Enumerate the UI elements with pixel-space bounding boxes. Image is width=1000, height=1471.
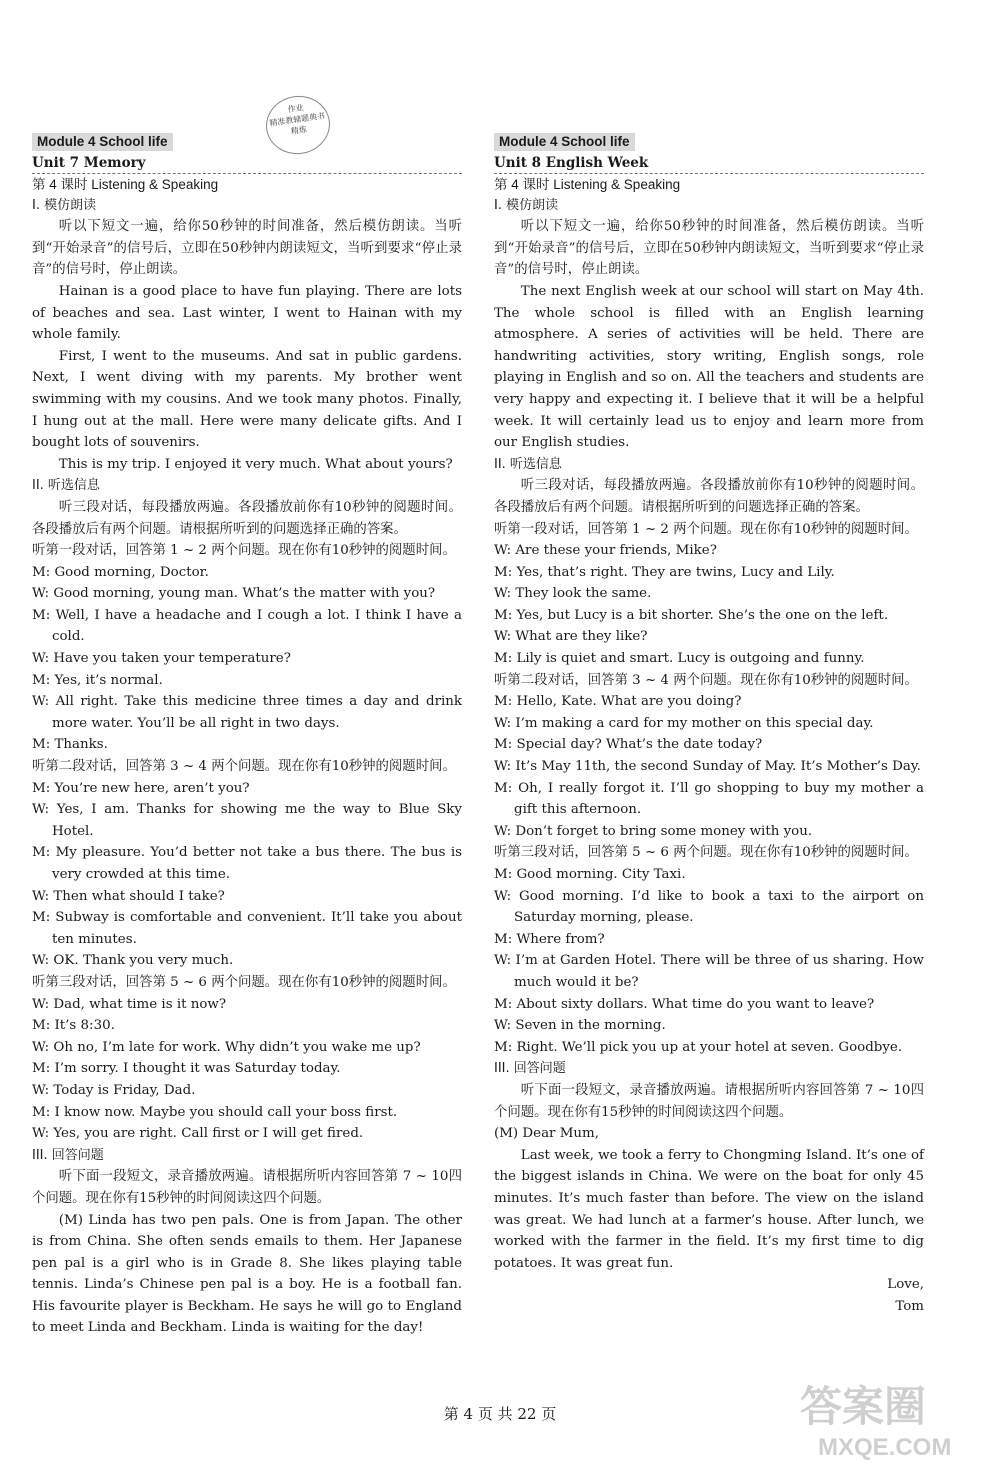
passage-paragraph: The next English week at our school will start on May 4th. The whole school is filled with an English learning atmosphere. A series of activities will be held. There are handwriting activities, story writing, English songs, role playing in English and so on. All the teachers and students are very happy and expecting it. I believe that it will be a helpful week. It will certainly lead us to enjoy and learn more from our English studies. (494, 283, 924, 451)
dialogue-line: M: You’re new here, aren’t you? (32, 780, 250, 796)
dialogue-line: M: Yes, but Lucy is a bit shorter. She’s the one on the left. (494, 607, 889, 623)
dialogue-line: W: It’s May 11th, the second Sunday of May. It’s Mother’s Day. (494, 759, 921, 775)
dialogue-line: W: Oh no, I’m late for work. Why didn’t you wake me up? (32, 1039, 421, 1055)
dialogue-line: M: Yes, that’s right. They are twins, Lucy and Lily. (494, 564, 835, 580)
dialogue-intro: 听第二段对话，回答第 3 ~ 4 两个问题。现在你有10秒钟的阅题时间。 (32, 759, 456, 775)
left-column (32, 132, 462, 1339)
instruction-text: 听以下短文一遍，给你50秒钟的时间准备，然后模仿朗读。当听到“开始录音”的信号后，立即在50秒钟内朗读短文，当听到要求“停止录音”的信号时，停止朗读。 (494, 219, 924, 278)
dialogue-line: M: Thanks. (32, 737, 108, 753)
instruction-text: 听三段对话，每段播放两遍。各段播放前你有10秒钟的阅题时间。各段播放后有两个问题。请根据所听到的问题选择正确的答案。 (32, 499, 462, 537)
dialogue-line: W: I’m making a card for my mother on this special day. (494, 715, 874, 731)
letter-greeting: (M) Dear Mum, (494, 1126, 600, 1142)
dialogue-line: W: Are these your friends, Mike? (494, 543, 717, 559)
stamp-line: 精炼 (290, 124, 308, 137)
dialogue-line: M: It’s 8:30. (32, 1018, 115, 1034)
dialogue-line: W: They look the same. (494, 586, 652, 602)
passage-paragraph: This is my trip. I enjoyed it very much. What about yours? (58, 456, 453, 472)
instruction-text: 听以下短文一遍，给你50秒钟的时间准备，然后模仿朗读。当听到“开始录音”的信号后，立即在50秒钟内朗读短文，当听到要求“停止录音”的信号时，停止朗读。 (32, 219, 462, 278)
watermark-url: MXQE.COM (818, 1434, 952, 1461)
module-heading: Module 4 School life (32, 133, 173, 151)
unit-heading: Unit 7 Memory (32, 154, 462, 174)
section-heading: II. 听选信息 (32, 478, 100, 494)
dialogue-line: M: Hello, Kate. What are you doing? (494, 694, 742, 710)
dialogue-intro: 听第三段对话，回答第 5 ~ 6 两个问题。现在你有10秒钟的阅题时间。 (494, 845, 918, 861)
dialogue-line: M: About sixty dollars. What time do you want to leave? (494, 996, 875, 1012)
dialogue-line: M: Right. We’ll pick you up at your hotel at seven. Goodbye. (494, 1039, 903, 1055)
dialogue-line: W: OK. Thank you very much. (32, 953, 234, 969)
dialogue-intro: 听第一段对话，回答第 1 ~ 2 两个问题。现在你有10秒钟的阅题时间。 (32, 543, 456, 559)
dialogue-line: W: Good morning, young man. What’s the matter with you? (32, 586, 436, 602)
dialogue-line: M: Subway is comfortable and convenient. It’ll take you about ten minutes. (32, 910, 462, 947)
instruction-text: 听三段对话，每段播放两遍。各段播放前你有10秒钟的阅题时间。各段播放后有两个问题。请根据所听到的问题选择正确的答案。 (494, 478, 924, 515)
dialogue-line: M: I’m sorry. I thought it was Saturday today. (32, 1061, 341, 1077)
dialogue-line: M: Good morning, Doctor. (32, 564, 209, 580)
module-heading: Module 4 School life (494, 133, 635, 151)
stamp-line: 精准教辅题典书 (268, 111, 326, 128)
dialogue-line: M: Well, I have a headache and I cough a lot. I think I have a cold. (32, 607, 462, 645)
watermark-logo: 答案圈 (800, 1383, 927, 1430)
section-heading: I. 模仿朗读 (32, 197, 97, 213)
dialogue-line: W: Have you taken your temperature? (32, 651, 291, 667)
dialogue-line: W: I’m at Garden Hotel. There will be three of us sharing. How much would it be? (494, 953, 924, 990)
dialogue-line: M: Where from? (494, 931, 605, 947)
instruction-text: 听下面一段短文，录音播放两遍。请根据所听内容回答第 7 ~ 10四个问题。现在你有15秒钟的时间阅读这四个问题。 (32, 1169, 462, 1206)
dialogue-line: M: Good morning. City Taxi. (494, 867, 686, 882)
dialogue-line: W: What are they like? (494, 629, 648, 645)
lesson-heading: 第 4 课时 Listening & Speaking (494, 176, 681, 192)
right-column (494, 132, 924, 1317)
dialogue-line: M: My pleasure. You’d better not take a bus there. The bus is very crowded at this time. (32, 845, 462, 882)
instruction-text: 听下面一段短文，录音播放两遍。请根据所听内容回答第 7 ~ 10四个问题。现在你有15秒钟的时间阅读这四个问题。 (494, 1082, 924, 1120)
dialogue-line: W: Good morning. I’d like to book a taxi to the airport on Saturday morning, please. (494, 888, 924, 926)
dialogue-line: M: Oh, I really forgot it. I’ll go shopping to buy my mother a gift this afternoon. (494, 780, 924, 818)
lesson-heading: 第 4 课时 Listening & Speaking (32, 176, 219, 192)
section-heading: I. 模仿朗读 (494, 197, 559, 213)
section-heading: II. 听选信息 (494, 456, 562, 472)
dialogue-line: W: Dad, what time is it now? (32, 996, 227, 1012)
dialogue-line: W: Today is Friday, Dad. (32, 1082, 196, 1098)
passage-paragraph: First, I went to the museums. And sat in public gardens. Next, I went diving with my parents. My brother went swimming with my cousins. And we took many photos. Finally, I hung out at the mall. Here were many delicate gifts. And I bought lots of souvenirs. (32, 348, 462, 451)
dialogue-line: W: Then what should I take? (32, 888, 225, 904)
dialogue-line: W: Seven in the morning. (494, 1018, 666, 1034)
dialogue-line: M: Special day? What’s the date today? (494, 737, 763, 753)
dialogue-line: M: Yes, it’s normal. (32, 672, 163, 688)
unit-heading: Unit 8 English Week (494, 154, 924, 174)
passage-paragraph: (M) Linda has two pen pals. One is from Japan. The other is from China. She often sends emails to them. Her Japanese pen pal is a girl who is in Grade 8. She likes playing table tennis. Linda’s Chinese pen pal is a boy. He is a football fan. His favourite player is Beckham. He says he will go to England to meet Linda and Beckham. Linda is waiting for the day! (32, 1212, 462, 1336)
dialogue-line: M: Lily is quiet and smart. Lucy is outgoing and funny. (494, 651, 865, 667)
dialogue-line: M: I know now. Maybe you should call your boss first. (32, 1104, 398, 1120)
dialogue-line: W: All right. Take this medicine three times a day and drink more water. You’ll be all right in two days. (32, 694, 462, 731)
letter-body: Last week, we took a ferry to Chongming Island. It’s one of the biggest islands in China. We were on the boat for only 45 minutes. It’s much faster than before. The view on the island was great. We had lunch at a farmer’s house. After lunch, we worked with the farmer in the field. It’s my first time to dig potatoes. It was great fun. (494, 1147, 924, 1271)
letter-closing: Love, (887, 1277, 924, 1293)
letter-signature: Tom (895, 1298, 924, 1314)
dialogue-line: W: Yes, you are right. Call first or I will get fired. (32, 1126, 364, 1142)
passage-paragraph: Hainan is a good place to have fun playing. There are lots of beaches and sea. Last winter, I went to Hainan with my whole family. (32, 283, 462, 343)
dialogue-intro: 听第二段对话，回答第 3 ~ 4 两个问题。现在你有10秒钟的阅题时间。 (494, 672, 918, 688)
section-heading: III. 回答问题 (494, 1061, 566, 1077)
page-number: 第 4 页 共 22 页 (443, 1405, 557, 1423)
dialogue-line: W: Yes, I am. Thanks for showing me the way to Blue Sky Hotel. (32, 802, 462, 839)
dialogue-line: W: Don’t forget to bring some money with you. (494, 823, 813, 839)
dialogue-intro: 听第一段对话，回答第 1 ~ 2 两个问题。现在你有10秒钟的阅题时间。 (494, 521, 918, 537)
stamp-line: 作业 (287, 103, 305, 115)
dialogue-intro: 听第三段对话，回答第 5 ~ 6 两个问题。现在你有10秒钟的阅题时间。 (32, 974, 456, 990)
section-heading: III. 回答问题 (32, 1147, 104, 1163)
